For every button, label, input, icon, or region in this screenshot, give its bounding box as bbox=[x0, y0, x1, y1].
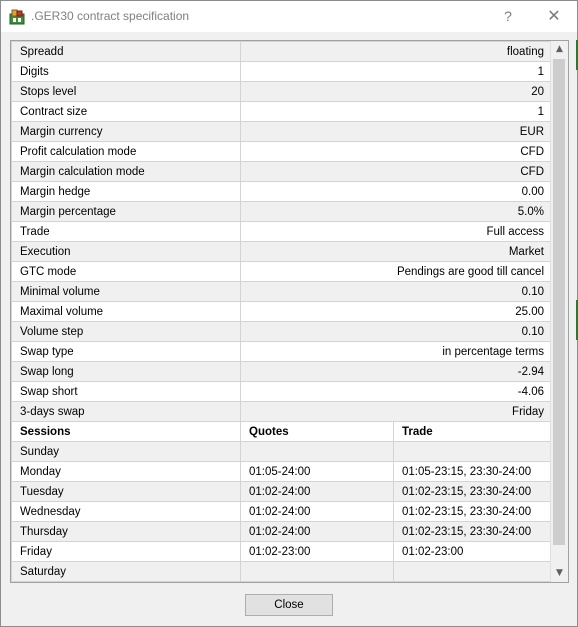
spec-label: Swap type bbox=[12, 342, 241, 362]
spec-row bbox=[12, 82, 551, 102]
title-bar bbox=[1, 1, 577, 32]
spec-label: Margin hedge bbox=[12, 182, 241, 202]
spec-label: Margin currency bbox=[12, 122, 241, 142]
vertical-scrollbar[interactable] bbox=[550, 41, 568, 582]
spec-value: -2.94 bbox=[241, 362, 551, 382]
session-row bbox=[12, 542, 551, 562]
spec-value: 0.00 bbox=[241, 182, 551, 202]
help-icon[interactable]: ? bbox=[504, 8, 512, 24]
scroll-down-icon[interactable]: ▼ bbox=[556, 568, 563, 578]
spec-value: 20 bbox=[241, 82, 551, 102]
spec-value: in percentage terms bbox=[241, 342, 551, 362]
spec-row bbox=[12, 242, 551, 262]
spec-row bbox=[12, 222, 551, 242]
session-trade: 01:05-23:15, 23:30-24:00 bbox=[394, 462, 551, 482]
sessions-header: Sessions bbox=[12, 422, 241, 442]
session-quotes: 01:02-24:00 bbox=[241, 482, 394, 502]
session-row bbox=[12, 562, 551, 582]
session-day: Wednesday bbox=[12, 502, 241, 522]
trade-header: Trade bbox=[394, 422, 551, 442]
spec-label: 3-days swap bbox=[12, 402, 241, 422]
session-row bbox=[12, 482, 551, 502]
spec-value: 0.10 bbox=[241, 282, 551, 302]
spec-value: 25.00 bbox=[241, 302, 551, 322]
scroll-up-icon[interactable]: ▲ bbox=[556, 44, 563, 54]
window-title: .GER30 contract specification bbox=[31, 9, 190, 23]
spec-value: CFD bbox=[241, 142, 551, 162]
spec-value: 1 bbox=[241, 102, 551, 122]
spec-label: Margin percentage bbox=[12, 202, 241, 222]
spec-label: Execution bbox=[12, 242, 241, 262]
spec-label: GTC mode bbox=[12, 262, 241, 282]
spec-value: Full access bbox=[241, 222, 551, 242]
spec-label: Digits bbox=[12, 62, 241, 82]
session-trade: 01:02-23:15, 23:30-24:00 bbox=[394, 482, 551, 502]
spec-label: Volume step bbox=[12, 322, 241, 342]
spec-value: Market bbox=[241, 242, 551, 262]
quotes-header: Quotes bbox=[241, 422, 394, 442]
spec-row bbox=[12, 362, 551, 382]
spec-row bbox=[12, 202, 551, 222]
spec-row bbox=[12, 302, 551, 322]
sessions-header-row bbox=[12, 422, 551, 442]
spec-label: Minimal volume bbox=[12, 282, 241, 302]
session-trade: 01:02-23:00 bbox=[394, 542, 551, 562]
spec-row bbox=[12, 182, 551, 202]
spec-table bbox=[11, 41, 551, 582]
session-quotes: 01:02-24:00 bbox=[241, 502, 394, 522]
spec-row bbox=[12, 382, 551, 402]
spec-row bbox=[12, 322, 551, 342]
session-day: Monday bbox=[12, 462, 241, 482]
spec-row bbox=[12, 162, 551, 182]
spec-value: CFD bbox=[241, 162, 551, 182]
session-row bbox=[12, 502, 551, 522]
close-icon[interactable]: ✕ bbox=[547, 6, 561, 25]
session-quotes: 01:02-23:00 bbox=[241, 542, 394, 562]
session-day: Sunday bbox=[12, 442, 241, 462]
spec-row bbox=[12, 282, 551, 302]
session-quotes: 01:05-24:00 bbox=[241, 462, 394, 482]
spec-row bbox=[12, 142, 551, 162]
session-row bbox=[12, 462, 551, 482]
spec-label: Trade bbox=[12, 222, 241, 242]
session-quotes: 01:02-24:00 bbox=[241, 522, 394, 542]
spec-value: Pendings are good till cancel bbox=[241, 262, 551, 282]
spec-label: Stops level bbox=[12, 82, 241, 102]
session-day: Tuesday bbox=[12, 482, 241, 502]
spec-value: 0.10 bbox=[241, 322, 551, 342]
spec-row bbox=[12, 342, 551, 362]
session-trade: 01:02-23:15, 23:30-24:00 bbox=[394, 502, 551, 522]
session-row bbox=[12, 442, 551, 462]
spec-label: Swap short bbox=[12, 382, 241, 402]
spec-value: Friday bbox=[241, 402, 551, 422]
specification-grid bbox=[10, 40, 569, 583]
spec-label: Contract size bbox=[12, 102, 241, 122]
spec-row bbox=[12, 402, 551, 422]
session-trade bbox=[394, 442, 551, 462]
spec-label: Maximal volume bbox=[12, 302, 241, 322]
scroll-thumb[interactable] bbox=[553, 59, 565, 545]
terminal-app-icon bbox=[9, 9, 25, 25]
close-button[interactable]: Close bbox=[245, 594, 333, 616]
session-day: Thursday bbox=[12, 522, 241, 542]
spec-row bbox=[12, 102, 551, 122]
session-trade: 01:02-23:15, 23:30-24:00 bbox=[394, 522, 551, 542]
spec-row bbox=[12, 262, 551, 282]
session-day: Saturday bbox=[12, 562, 241, 582]
spec-label: Margin calculation mode bbox=[12, 162, 241, 182]
spec-row bbox=[12, 62, 551, 82]
session-quotes bbox=[241, 562, 394, 582]
session-trade bbox=[394, 562, 551, 582]
session-row bbox=[12, 522, 551, 542]
spec-value: EUR bbox=[241, 122, 551, 142]
spec-label: Swap long bbox=[12, 362, 241, 382]
spec-value: 1 bbox=[241, 62, 551, 82]
spec-row bbox=[12, 42, 551, 62]
spec-row bbox=[12, 122, 551, 142]
spec-value: -4.06 bbox=[241, 382, 551, 402]
spec-label: Profit calculation mode bbox=[12, 142, 241, 162]
spec-value: 5.0% bbox=[241, 202, 551, 222]
spec-value: floating bbox=[241, 42, 551, 62]
session-day: Friday bbox=[12, 542, 241, 562]
session-quotes bbox=[241, 442, 394, 462]
spec-label: Spreadd bbox=[12, 42, 241, 62]
